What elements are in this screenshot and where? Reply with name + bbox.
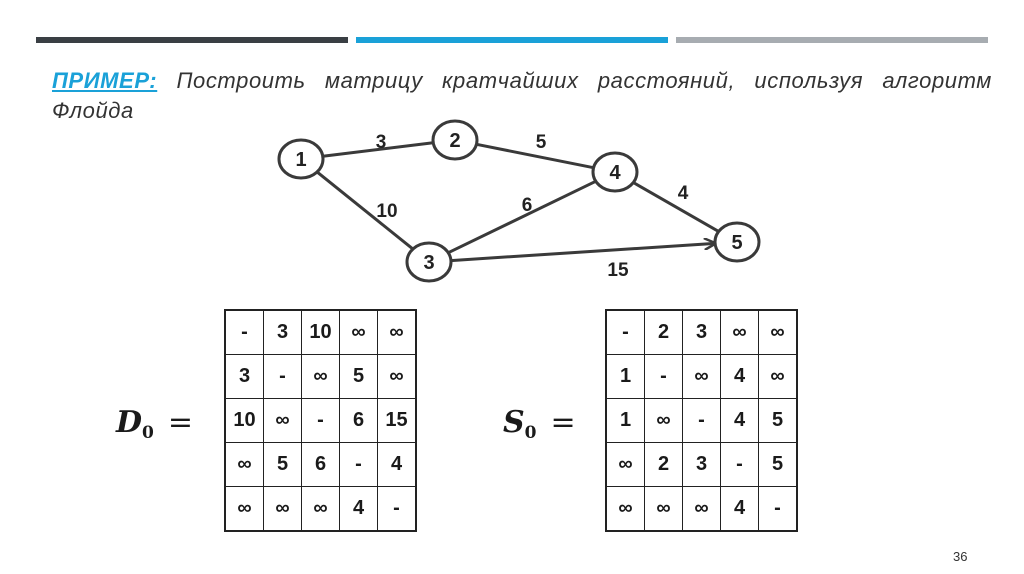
d0-cell [225,487,264,532]
s0-cell [759,399,798,443]
d0-cell-value: ∞ [237,497,252,519]
d0-cell-value: 6 [352,409,365,431]
edge-3-4 [447,181,597,254]
s0-cell [759,310,798,355]
edge-weight-label: 10 [376,201,398,222]
d0-cell [264,399,302,443]
edge-weight-label: 3 [375,132,387,153]
d0-cell-value: - [279,365,286,387]
d0-cell-value: - [393,497,400,519]
s0-cell-value: ∞ [618,497,633,519]
s0-cell-value: 4 [733,497,746,519]
d0-cell [378,310,417,355]
s0-cell-value: 4 [733,409,746,431]
s0-cell-value: ∞ [656,409,671,431]
graph-node-label: 4 [609,162,621,184]
s0-row [606,487,797,532]
d0-cell-value: ∞ [275,497,290,519]
d0-cell-value: 6 [314,453,327,475]
d0-cell-value: 5 [276,453,289,475]
s0-cell [606,487,645,532]
d0-cell [264,443,302,487]
d0-cell [264,355,302,399]
d0-cell-value: 10 [309,321,332,343]
s0-cell-value: 1 [619,409,632,431]
s0-cell-value: - [698,409,705,431]
d0-cell-value: 10 [233,409,256,431]
s0-equation [503,405,576,443]
edge-3-5 [449,243,715,260]
s0-equals-sign: = [550,405,576,440]
d0-cell-value: - [317,409,324,431]
d0-cell-value: 3 [238,365,251,387]
d0-cell [225,443,264,487]
s0-cell-value: ∞ [656,497,671,519]
s0-cell [645,310,683,355]
s0-cell-value: 2 [657,321,670,343]
d0-cell-value: 4 [352,497,365,519]
s0-cell-value: ∞ [618,453,633,475]
s0-cell [645,487,683,532]
d0-cell-value: ∞ [313,365,328,387]
edge-1-3 [317,172,414,250]
s0-symbol: S [503,405,525,440]
d0-cell [264,487,302,532]
s0-cell-value: ∞ [732,321,747,343]
d0-cell [340,399,378,443]
s0-row [606,399,797,443]
d0-symbol: D [116,405,143,440]
edge-4-5 [632,182,719,232]
s0-cell-value: ∞ [694,497,709,519]
d0-cell [225,399,264,443]
d0-subscript: 0 [142,423,154,443]
s0-row [606,310,797,355]
s0-cell-value: 3 [695,321,708,343]
d0-cell [378,399,417,443]
d0-cell-value: ∞ [389,365,404,387]
s0-cell [759,443,798,487]
d0-cell-value: 15 [385,409,408,431]
d0-row [225,355,416,399]
s0-cell [759,355,798,399]
s0-cell [683,310,721,355]
edge-weight-label: 4 [677,183,689,204]
graph-node-label: 3 [423,252,435,274]
graph-node-label: 2 [449,130,461,152]
s0-cell-value: - [774,497,781,519]
s0-cell [721,310,759,355]
d0-row [225,487,416,532]
d0-cell-value: - [241,321,248,343]
d0-cell [340,487,378,532]
s0-cell-value: 5 [771,453,784,475]
d0-cell [378,355,417,399]
s0-cell [606,355,645,399]
s0-cell [645,443,683,487]
s0-cell-value: - [736,453,743,475]
page-number: 36 [953,549,968,564]
d0-cell-value: 4 [390,453,403,475]
d0-cell [302,487,340,532]
d0-cell [225,355,264,399]
s0-row [606,355,797,399]
s0-cell [606,399,645,443]
s0-cell [683,443,721,487]
s0-cell-value: 4 [733,365,746,387]
s0-cell [683,399,721,443]
s0-cell [645,355,683,399]
s0-cell [606,310,645,355]
graph-node-label: 1 [295,149,307,171]
d0-cell-value: ∞ [351,321,366,343]
s0-cell-value: 2 [657,453,670,475]
s0-cell [645,399,683,443]
d0-cell-value: ∞ [313,497,328,519]
s0-row [606,443,797,487]
d0-cell [225,310,264,355]
graph-node-label: 5 [731,232,743,254]
d0-cell [302,399,340,443]
s0-cell [606,443,645,487]
d0-cell [340,355,378,399]
d0-cell [340,310,378,355]
d0-equals-sign: = [167,405,193,440]
s0-matrix [605,309,798,532]
d0-cell-value: 5 [352,365,365,387]
s0-cell-value: 5 [771,409,784,431]
d0-row [225,310,416,355]
d0-cell [378,443,417,487]
s0-cell-value: ∞ [694,365,709,387]
s0-cell [683,355,721,399]
d0-cell [302,443,340,487]
d0-cell [302,310,340,355]
s0-cell [721,355,759,399]
s0-cell-value: ∞ [770,365,785,387]
heading-lead: ПРИМЕР: [52,68,158,93]
s0-cell [721,399,759,443]
s0-cell [759,487,798,532]
d0-cell [340,443,378,487]
s0-cell-value: - [660,365,667,387]
s0-cell-value: 1 [619,365,632,387]
s0-cell-value: - [622,321,629,343]
s0-cell-value: ∞ [770,321,785,343]
d0-cell-value: ∞ [389,321,404,343]
d0-equation [116,405,193,443]
edge-weight-label: 5 [535,132,547,153]
d0-cell-value: - [355,453,362,475]
s0-cell [721,487,759,532]
d0-row [225,399,416,443]
d0-cell-value: 3 [276,321,289,343]
heading-text: Построить матрицу кратчайших расстояний, используя алгоритм Флойда [52,68,992,123]
d0-matrix [224,309,417,532]
edge-weight-label: 15 [607,260,629,281]
s0-cell [683,487,721,532]
edge-weight-label: 6 [521,195,533,216]
d0-cell [302,355,340,399]
d0-cell-value: ∞ [237,453,252,475]
d0-cell [378,487,417,532]
s0-cell [721,443,759,487]
d0-cell [264,310,302,355]
d0-cell-value: ∞ [275,409,290,431]
d0-row [225,443,416,487]
s0-cell-value: 3 [695,453,708,475]
s0-subscript: 0 [524,423,537,443]
